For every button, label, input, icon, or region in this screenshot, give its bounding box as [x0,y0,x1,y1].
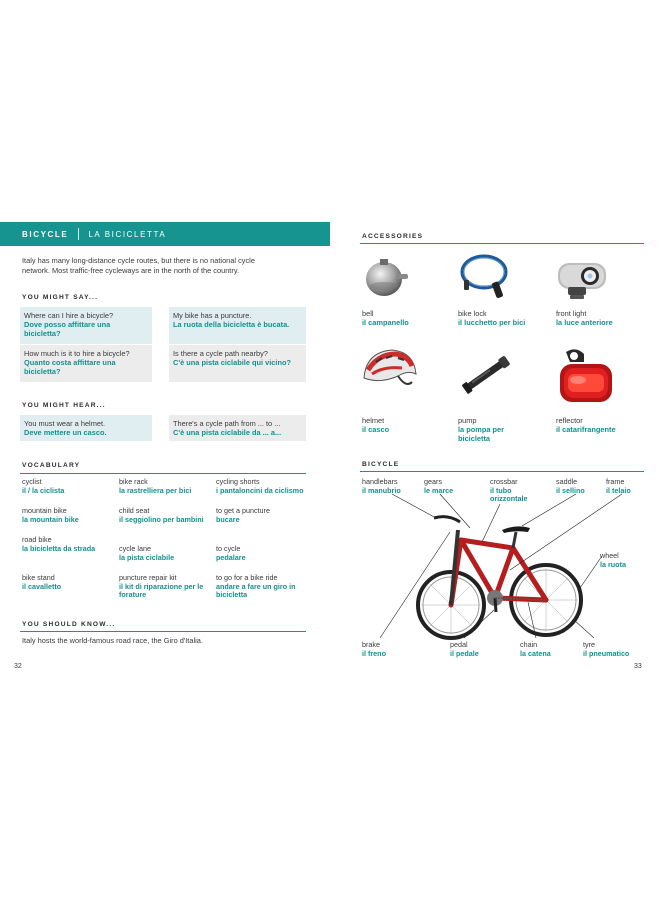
header-title-italian: LA BICICLETTA [88,229,167,239]
phrase-box [20,345,152,382]
vocab-item [216,478,306,495]
you-might-hear-heading: YOU MIGHT HEAR... [22,402,106,409]
vocab-item [216,507,306,524]
section-rule [20,631,306,632]
vocab-item [119,574,205,600]
vocab-italian: bucare [216,514,240,524]
part-english: handlebars [362,477,398,486]
part-english: crossbar [490,477,518,486]
bicycle-heading: BICYCLE [362,461,400,468]
part-english: frame [606,477,625,486]
vocab-item [22,507,114,524]
vocab-item [119,545,211,562]
vocab-english: bike rack [119,477,148,486]
vocab-italian: il seggiolino per bambini [119,514,204,524]
part-italian: il pedale [450,648,479,658]
header-divider [78,228,79,240]
phrase-english: My bike has a puncture. [173,311,252,320]
phrase-box [20,415,152,441]
phrase-box [20,307,152,344]
page-header [0,222,330,246]
phrase-box [169,307,306,344]
page-number: 32 [14,663,22,670]
phrase-english: How much is it to hire a bicycle? [24,349,130,358]
vocab-item [216,574,304,600]
right-page [330,0,660,904]
vocab-english: to get a puncture [216,506,270,515]
accessory-english: front light [556,309,587,318]
accessory-italian: la luce anteriore [556,318,613,327]
accessory-label [458,416,520,443]
phrase-english: Is there a cycle path nearby? [173,349,268,358]
phrase-english: Where can I hire a bicycle? [24,311,114,320]
section-rule [20,473,306,474]
accessory-label [556,309,613,327]
accessories-heading: ACCESSORIES [362,233,424,240]
bike-lock-image [456,250,512,302]
part-english: brake [362,640,380,649]
part-italian: il pneumatico [583,648,630,658]
accessory-italian: il catarifrangente [556,425,616,434]
vocab-english: cycle lane [119,544,151,553]
vocab-english: road bike [22,535,52,544]
accessory-italian: il lucchetto per bici [458,318,526,327]
accessory-label [362,309,409,327]
phrase-english: There's a cycle path from ... to ... [173,419,281,428]
part-english: pedal [450,640,468,649]
accessory-label [458,309,525,327]
you-might-say-heading: YOU MIGHT SAY... [22,294,99,301]
phrase-italian: Deve mettere un casco. [24,428,107,437]
vocab-italian: la pista ciclabile [119,552,175,562]
vocab-english: cycling shorts [216,477,260,486]
vocab-item [216,545,306,562]
part-english: wheel [600,551,619,560]
pump-image [458,344,518,402]
accessory-label [556,416,616,434]
you-should-know-text: Italy hosts the world-famous road race, the Giro d'Italia. [22,636,203,645]
vocab-english: bike stand [22,573,55,582]
phrase-italian: Quanto costa affittare una bicicletta? [24,358,116,376]
bell-image [362,252,412,300]
phrase-italian: C'è una pista ciclabile da ... a... [173,428,282,437]
you-should-know-heading: YOU SHOULD KNOW... [22,621,116,628]
vocab-italian: il kit di riparazione per le forature [119,581,204,600]
accessory-italian: il campanello [362,318,409,327]
vocab-item [22,478,114,495]
bicycle-illustration [330,470,660,660]
vocab-item [22,574,114,591]
part-italian: il telaio [606,485,631,495]
accessory-italian: il casco [362,425,390,434]
part-italian: il manubrio [362,485,401,495]
part-english: tyre [583,640,595,649]
part-english: gears [424,477,442,486]
accessory-english: reflector [556,416,583,425]
part-italian: il sellino [556,485,585,495]
front-light-image [552,257,614,301]
accessory-italian: la pompa per bicicletta [458,425,504,443]
header-title-english: BICYCLE [22,229,69,239]
vocab-italian: la bicicletta da strada [22,543,96,553]
part-english: chain [520,640,538,649]
part-italian: il tubo orizzontale [490,485,528,504]
part-italian: la catena [520,648,551,658]
part-italian: la ruota [600,559,626,569]
vocab-italian: andare a fare un giro in bicicletta [216,581,296,600]
phrase-italian: La ruota della bicicletta è bucata. [173,320,290,329]
vocab-english: mountain bike [22,506,67,515]
intro-text: Italy has many long-distance cycle routes, but there is no national cycle network. Most traffic-free cycleways are in the north of the country. [22,256,255,275]
vocab-english: to go for a bike ride [216,573,278,582]
vocab-italian: la rastrelliera per bici [119,485,192,495]
reflector-image [554,346,616,410]
vocab-italian: il cavalletto [22,581,62,591]
phrase-italian: Dove posso affittare una bicicletta? [24,320,111,338]
vocab-english: child seat [119,506,150,515]
section-rule [360,243,644,244]
vocabulary-heading: VOCABULARY [22,462,81,469]
vocab-italian: la mountain bike [22,514,79,524]
vocab-italian: i pantaloncini da ciclismo [216,485,304,495]
accessory-english: helmet [362,416,385,425]
vocab-italian: pedalare [216,552,246,562]
part-english: saddle [556,477,578,486]
phrase-italian: C'è una pista ciclabile qui vicino? [173,358,291,367]
vocab-english: puncture repair kit [119,573,177,582]
accessory-english: pump [458,416,477,425]
accessory-label [362,416,389,434]
part-italian: il freno [362,648,386,658]
vocab-item [22,536,102,553]
phrase-box [169,345,306,382]
part-italian: le marce [424,485,454,495]
vocab-italian: il / la ciclista [22,485,65,495]
helmet-image [358,344,420,394]
vocab-item [119,478,211,495]
vocab-english: cyclist [22,477,42,486]
vocab-item [119,507,211,524]
vocab-english: to cycle [216,544,241,553]
accessory-english: bike lock [458,309,487,318]
phrase-english: You must wear a helmet. [24,419,106,428]
page-number: 33 [634,663,642,670]
accessory-english: bell [362,309,374,318]
phrase-box [169,415,306,441]
